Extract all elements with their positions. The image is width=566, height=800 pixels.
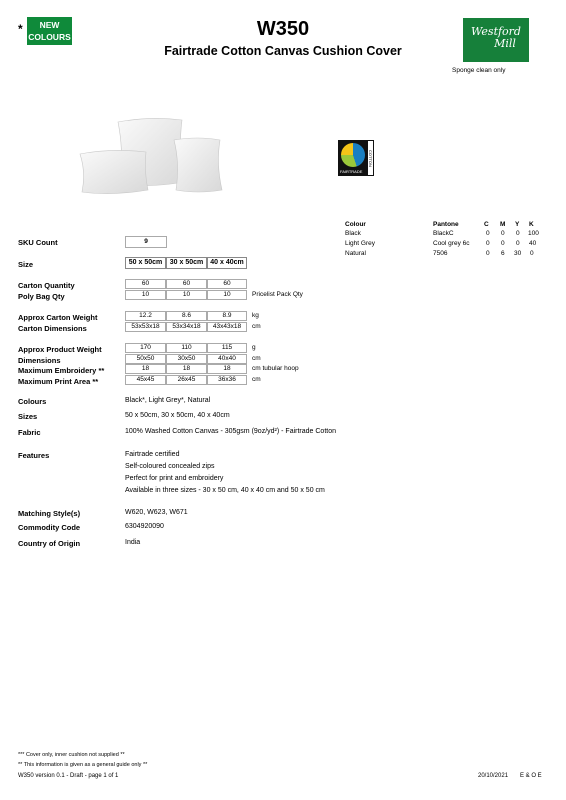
c-cell: 0 xyxy=(486,230,490,237)
colour-header: Colour xyxy=(345,221,366,228)
max-print-unit: cm xyxy=(252,376,261,383)
logo-line2: Mill xyxy=(494,37,516,50)
sku-label: SKU Count xyxy=(18,238,58,247)
carton-qty-cell: 60 xyxy=(166,279,207,289)
c-cell: 0 xyxy=(486,250,490,257)
carton-weight-cell: 12.2 xyxy=(125,311,166,321)
k-cell: 40 xyxy=(529,240,537,247)
carton-qty-cell: 60 xyxy=(207,279,247,289)
y-cell: 0 xyxy=(516,230,520,237)
footnote-cover: *** Cover only, inner cushion not supplied ** xyxy=(18,752,125,758)
pantone-cell: Cool grey 6c xyxy=(433,240,470,247)
feature-item: Fairtrade certified xyxy=(125,451,180,458)
max-embroidery-cell: 18 xyxy=(207,364,247,374)
m-cell: 0 xyxy=(501,230,505,237)
k-cell: 100 xyxy=(528,230,539,237)
feature-item: Self-coloured concealed zips xyxy=(125,463,215,470)
carton-dim-cell: 53x34x18 xyxy=(166,322,207,332)
size-label: Size xyxy=(18,260,34,269)
carton-dim-cell: 43x43x18 xyxy=(207,322,247,332)
size-cell: 40 x 40cm xyxy=(207,257,247,269)
feature-item: Perfect for print and embroidery xyxy=(125,475,224,482)
max-print-label: Maximum Print Area ** xyxy=(18,377,99,386)
polybag-note: Pricelist Pack Qty xyxy=(252,291,303,298)
y-header: Y xyxy=(515,221,520,228)
c-header: C xyxy=(484,221,489,228)
polybag-label: Poly Bag Qty xyxy=(18,292,65,301)
westford-mill-logo xyxy=(463,18,529,62)
m-cell: 6 xyxy=(501,250,505,257)
product-weight-cell: 170 xyxy=(125,343,166,353)
polybag-cell: 10 xyxy=(125,290,166,300)
pantone-header: Pantone xyxy=(433,221,459,228)
feature-item: Available in three sizes - 30 x 50 cm, 40 x 40 cm and 50 x 50 cm xyxy=(125,487,325,494)
y-cell: 30 xyxy=(514,250,522,257)
carton-qty-cell: 60 xyxy=(125,279,166,289)
product-weight-cell: 115 xyxy=(207,343,247,353)
colour-cell: Light Grey xyxy=(345,240,375,247)
y-cell: 0 xyxy=(516,240,520,247)
commodity-value: 6304920090 xyxy=(125,523,164,530)
product-weight-cell: 110 xyxy=(166,343,207,353)
footer-date: 20/10/2021 xyxy=(478,773,509,779)
features-label: Features xyxy=(18,451,50,460)
dimensions-unit: cm xyxy=(252,355,261,362)
carton-weight-cell: 8.6 xyxy=(166,311,207,321)
pantone-cell: 7506 xyxy=(433,250,448,257)
colours-label: Colours xyxy=(18,397,47,406)
badge-line2: COLOURS xyxy=(28,32,71,42)
carton-weight-label: Approx Carton Weight xyxy=(18,313,98,322)
footer-eoe: E & O E xyxy=(520,773,542,779)
carton-dim-label: Carton Dimensions xyxy=(18,324,87,333)
care-note: Sponge clean only xyxy=(452,67,506,74)
fairtrade-cotton-mark xyxy=(338,140,374,176)
badge-line1: NEW xyxy=(39,20,60,30)
commodity-label: Commodity Code xyxy=(18,523,81,532)
version-info: W350 version 0.1 - Draft - page 1 of 1 xyxy=(18,773,119,779)
k-cell: 0 xyxy=(530,250,534,257)
product-weight-unit: g xyxy=(252,344,256,351)
matching-value: W620, W623, W671 xyxy=(125,509,188,516)
carton-weight-unit: kg xyxy=(252,312,259,319)
max-print-cell: 26x45 xyxy=(166,375,207,385)
asterisk: * xyxy=(18,22,23,36)
c-cell: 0 xyxy=(486,240,490,247)
product-title: Fairtrade Cotton Canvas Cushion Cover xyxy=(164,44,402,58)
fairtrade-word: FAIRTRADE xyxy=(340,169,363,174)
colour-cell: Black xyxy=(345,230,361,237)
pillow-rectangle xyxy=(80,150,148,193)
dimensions-cell: 50x50 xyxy=(125,354,166,364)
carton-qty-label: Carton Quantity xyxy=(18,281,75,290)
logo-line1: Westford xyxy=(471,25,521,38)
max-embroidery-label: Maximum Embroidery ** xyxy=(18,366,105,375)
sizes-label: Sizes xyxy=(18,412,38,421)
pantone-cell: BlackC xyxy=(433,230,454,237)
max-embroidery-cell: 18 xyxy=(125,364,166,374)
dimensions-label: Dimensions xyxy=(18,356,61,365)
sku-value: 9 xyxy=(125,236,167,248)
carton-weight-cell: 8.9 xyxy=(207,311,247,321)
k-header: K xyxy=(529,221,534,228)
size-cell: 50 x 50cm xyxy=(125,257,166,269)
cotton-word: COTTON xyxy=(367,140,374,176)
polybag-cell: 10 xyxy=(207,290,247,300)
carton-dim-unit: cm xyxy=(252,323,261,330)
polybag-cell: 10 xyxy=(166,290,207,300)
colours-value: Black*, Light Grey*, Natural xyxy=(125,397,211,404)
product-weight-label: Approx Product Weight xyxy=(18,345,102,354)
colour-cell: Natural xyxy=(345,250,366,257)
max-print-cell: 45x45 xyxy=(125,375,166,385)
carton-dim-cell: 53x53x18 xyxy=(125,322,166,332)
product-image xyxy=(70,110,240,200)
footnote-guide: ** This information is given as a general guide only ** xyxy=(18,762,148,768)
m-header: M xyxy=(500,221,506,228)
product-code: W350 xyxy=(256,18,310,40)
fabric-value: 100% Washed Cotton Canvas - 305gsm (9oz/yd²) - Fairtrade Cotton xyxy=(125,428,337,435)
pillow-square-small xyxy=(174,138,222,192)
fabric-label: Fabric xyxy=(18,428,41,437)
dimensions-cell: 30x50 xyxy=(166,354,207,364)
m-cell: 0 xyxy=(501,240,505,247)
sizes-value: 50 x 50cm, 30 x 50cm, 40 x 40cm xyxy=(125,412,230,419)
max-embroidery-cell: 18 xyxy=(166,364,207,374)
dimensions-cell: 40x40 xyxy=(207,354,247,364)
size-cell: 30 x 50cm xyxy=(166,257,207,269)
matching-label: Matching Style(s) xyxy=(18,509,81,518)
max-embroidery-unit: cm tubular hoop xyxy=(252,365,299,372)
max-print-cell: 36x36 xyxy=(207,375,247,385)
fairtrade-symbol-icon xyxy=(341,143,365,167)
origin-label: Country of Origin xyxy=(18,539,81,548)
origin-value: India xyxy=(125,539,141,546)
